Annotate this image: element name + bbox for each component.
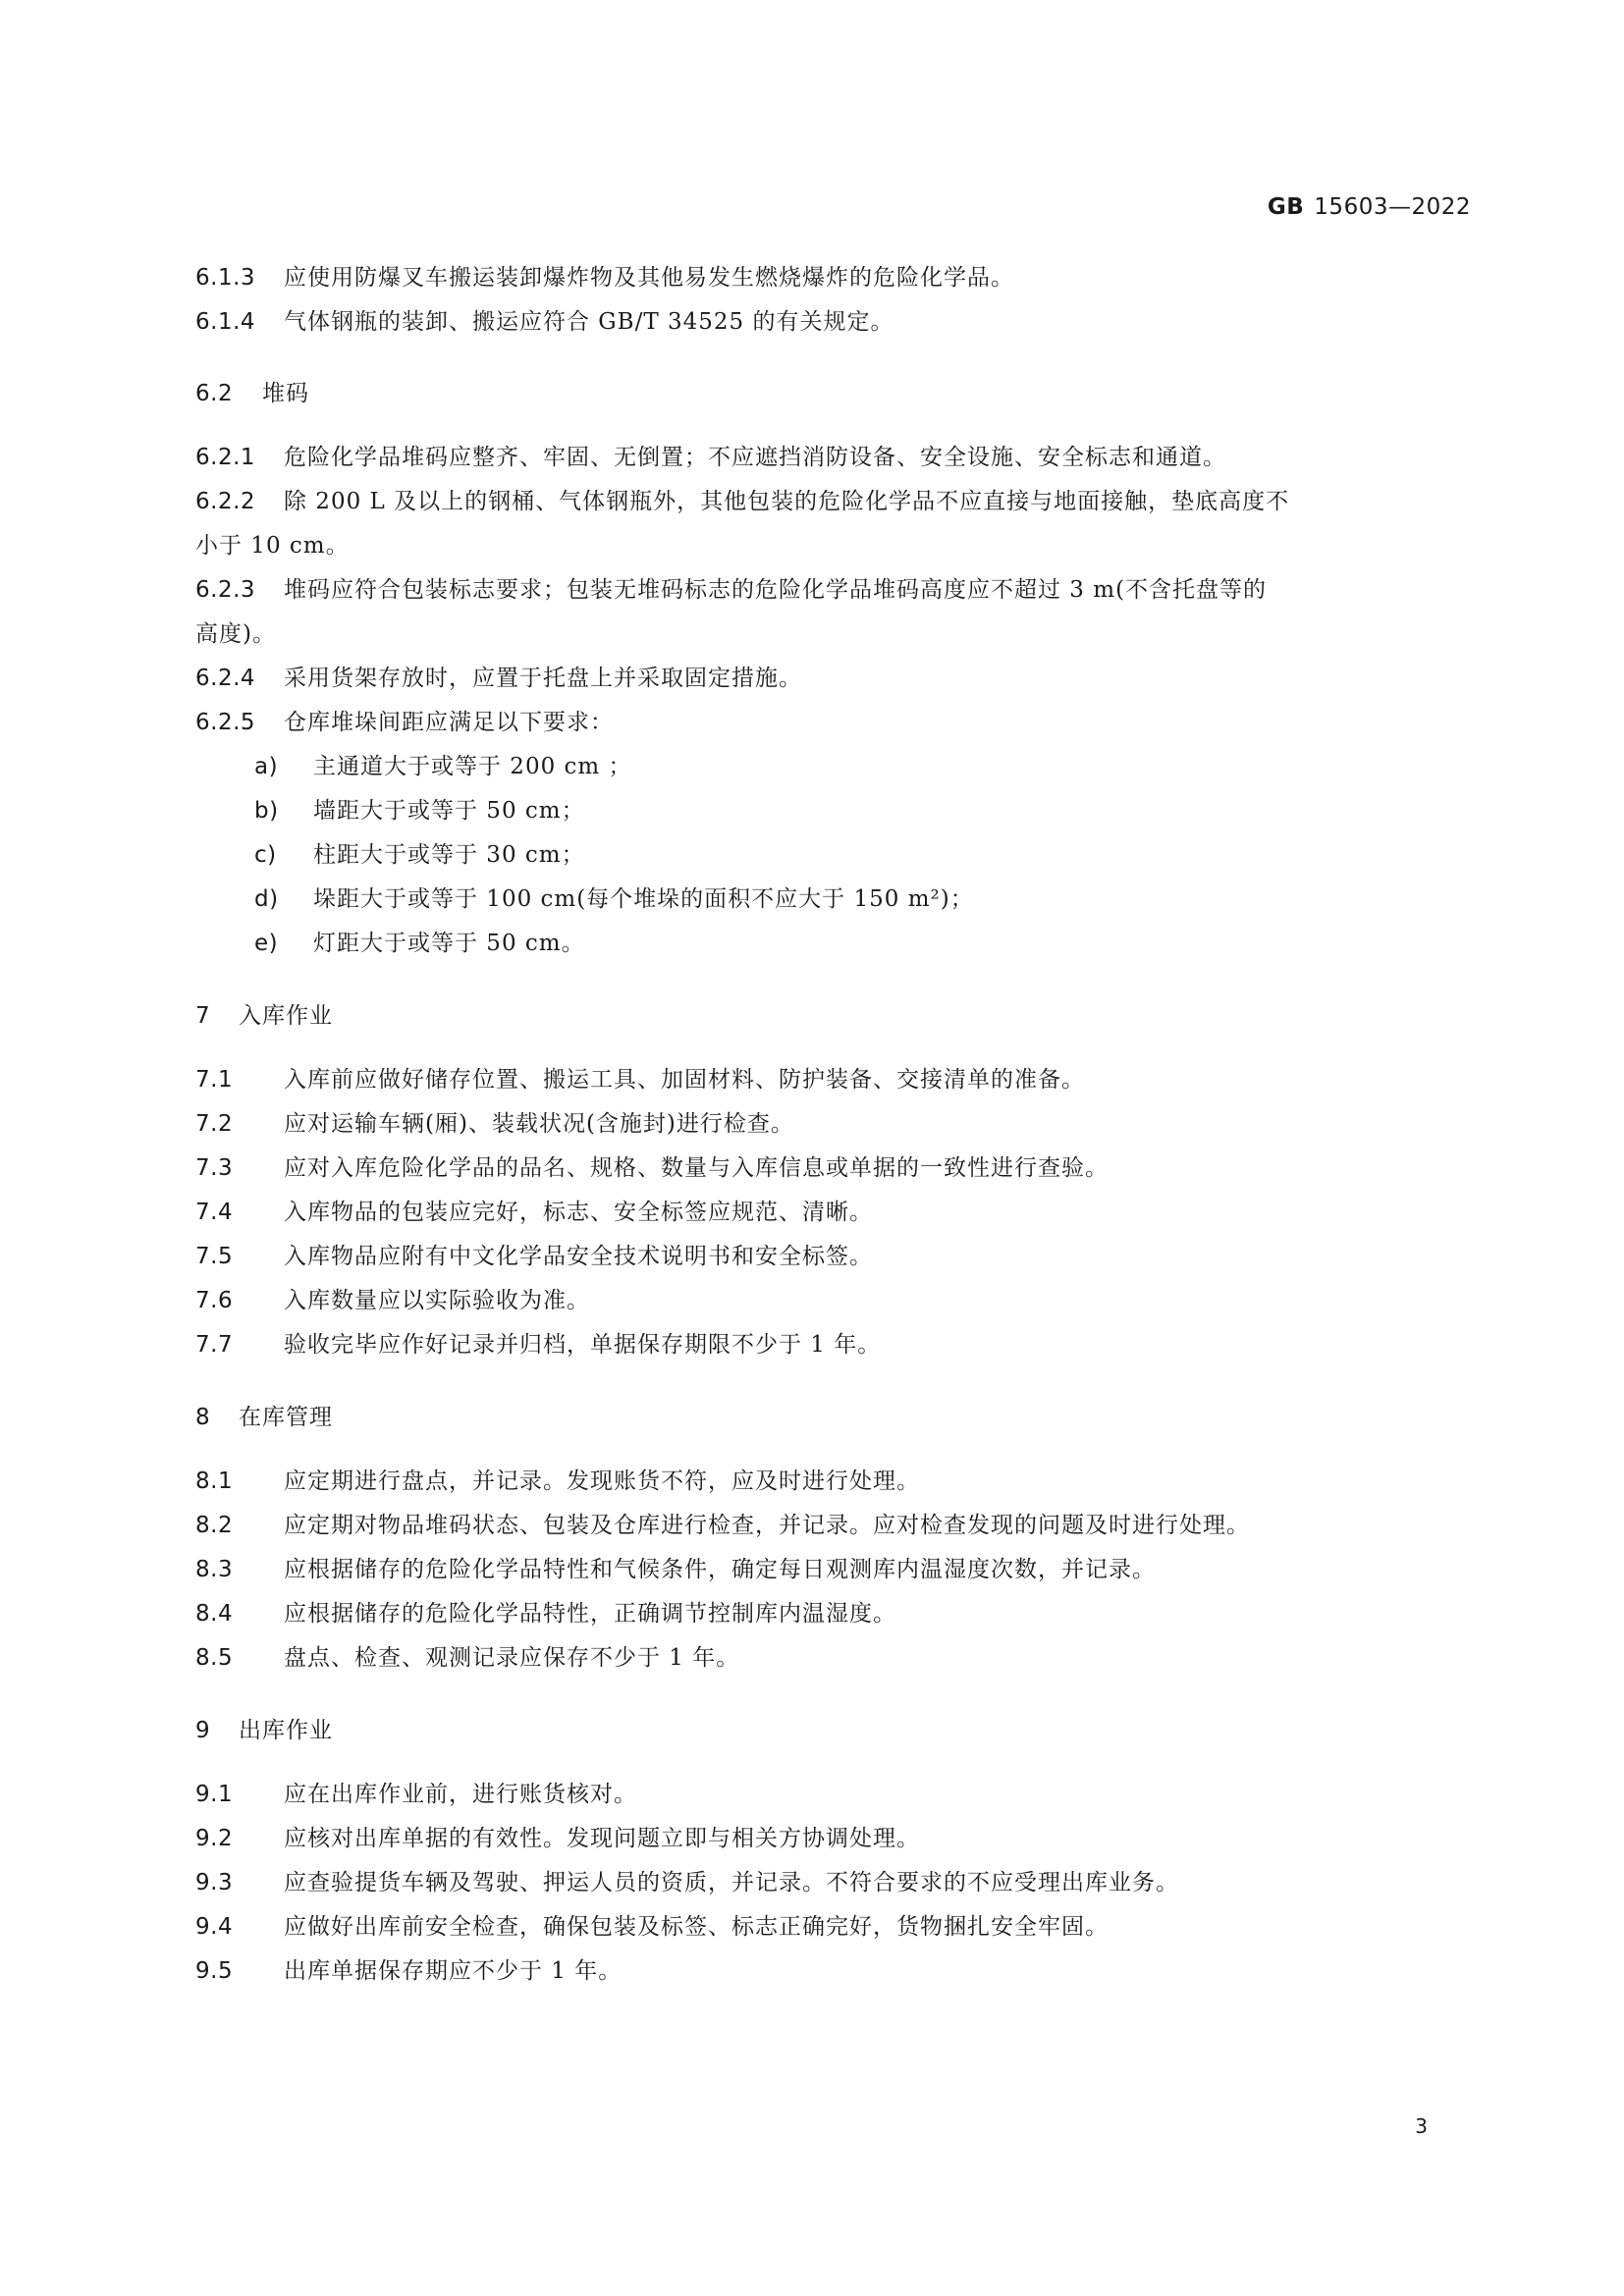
clause-6-1-4 <box>195 307 1472 337</box>
clause-number: 6.1.4 <box>195 309 256 335</box>
clause-number: 7.3 <box>195 1155 234 1181</box>
clause-text: 盘点、检查、观测记录应保存不少于 1 年。 <box>284 1645 740 1671</box>
list-item-e <box>254 929 1531 958</box>
clause-text: 入库前应做好储存位置、搬运工具、加固材料、防护装备、交接清单的准备。 <box>284 1067 1085 1093</box>
document-header <box>1268 194 1471 220</box>
clause-9-3 <box>195 1868 1472 1897</box>
list-marker: c) <box>254 842 277 868</box>
clause-number: 6.2.3 <box>195 577 256 603</box>
clause-text: 入库物品应附有中文化学品安全技术说明书和安全标签。 <box>284 1244 873 1269</box>
clause-9-1 <box>195 1780 1472 1809</box>
clause-8-4 <box>195 1599 1472 1629</box>
clause-text: 采用货架存放时，应置于托盘上并采取固定措施。 <box>284 666 802 691</box>
clause-number: 9.4 <box>195 1914 234 1940</box>
page-number: 3 <box>1415 2114 1428 2138</box>
standard-prefix: GB <box>1267 194 1305 220</box>
clause-number: 6.2.5 <box>195 710 256 735</box>
clause-number: 7.2 <box>195 1111 234 1137</box>
clause-number: 6.2.1 <box>195 445 256 470</box>
clause-number: 8.2 <box>195 1513 234 1538</box>
clause-text: 应根据储存的危险化学品特性和气候条件，确定每日观测库内温湿度次数，并记录。 <box>284 1557 1156 1582</box>
clause-7-6 <box>195 1286 1472 1315</box>
chapter-title: 入库作业 <box>239 1003 333 1029</box>
clause-text: 应核对出库单据的有效性。发现问题立即与相关方协调处理。 <box>284 1826 920 1851</box>
list-item-b <box>254 796 1531 826</box>
clause-text: 小于 10 cm。 <box>195 533 350 559</box>
clause-text: 出库单据保存期应不少于 1 年。 <box>284 1958 623 1984</box>
clause-text: 入库数量应以实际验收为准。 <box>284 1288 590 1313</box>
chapter-number: 7 <box>195 1003 211 1029</box>
clause-7-5 <box>195 1242 1472 1271</box>
clause-6-2-1 <box>195 443 1472 472</box>
clause-7-3 <box>195 1153 1472 1183</box>
chapter-heading-9 <box>195 1716 1472 1745</box>
clause-text: 堆码应符合包装标志要求；包装无堆码标志的危险化学品堆码高度应不超过 3 m(不含托盘等的 <box>284 577 1268 603</box>
clause-text: 验收完毕应作好记录并归档，单据保存期限不少于 1 年。 <box>284 1332 882 1358</box>
chapter-title: 在库管理 <box>239 1405 333 1430</box>
clause-8-2 <box>195 1511 1472 1540</box>
clause-9-4 <box>195 1912 1472 1942</box>
clause-text: 仓库堆垛间距应满足以下要求： <box>284 710 614 735</box>
clause-number: 8.1 <box>195 1468 234 1494</box>
clause-continuation <box>195 531 1472 561</box>
list-item-text: 灯距大于或等于 50 cm。 <box>313 931 585 956</box>
clause-number: 7.5 <box>195 1244 234 1269</box>
clause-number: 9.5 <box>195 1958 234 1984</box>
clause-number: 7.6 <box>195 1288 234 1313</box>
clause-text: 应根据储存的危险化学品特性，正确调节控制库内温湿度。 <box>284 1601 896 1627</box>
chapter-title: 出库作业 <box>239 1718 333 1743</box>
clause-number: 9.3 <box>195 1870 234 1896</box>
chapter-number: 8 <box>195 1405 211 1430</box>
list-item-text: 柱距大于或等于 30 cm； <box>313 842 585 868</box>
clause-7-1 <box>195 1065 1472 1095</box>
clause-text: 应对入库危险化学品的品名、规格、数量与入库信息或单据的一致性进行查验。 <box>284 1155 1109 1181</box>
clause-text: 应在出库作业前，进行账货核对。 <box>284 1782 637 1807</box>
list-marker: d) <box>254 886 279 912</box>
clause-text: 应对运输车辆(厢)、装载状况(含施封)进行检查。 <box>284 1111 794 1137</box>
clause-9-2 <box>195 1824 1472 1853</box>
section-title: 堆码 <box>262 381 309 406</box>
list-marker: a) <box>254 754 279 779</box>
clause-6-2-3 <box>195 575 1472 605</box>
clause-text: 应定期对物品堆码状态、包装及仓库进行检查，并记录。应对检查发现的问题及时进行处理。 <box>284 1513 1250 1538</box>
chapter-number: 9 <box>195 1718 211 1743</box>
clause-text: 应定期进行盘点，并记录。发现账货不符，应及时进行处理。 <box>284 1468 920 1494</box>
clause-continuation <box>195 619 1472 649</box>
list-marker: b) <box>254 798 279 824</box>
list-item-c <box>254 840 1531 870</box>
chapter-heading-7 <box>195 1001 1472 1031</box>
standard-code: 15603—2022 <box>1314 194 1471 220</box>
clause-number: 6.2.4 <box>195 666 256 691</box>
clause-text: 气体钢瓶的装卸、搬运应符合 GB/T 34525 的有关规定。 <box>284 309 894 335</box>
clause-number: 8.4 <box>195 1601 234 1627</box>
clause-6-2-4 <box>195 664 1472 693</box>
clause-7-2 <box>195 1109 1472 1139</box>
clause-7-4 <box>195 1198 1472 1227</box>
clause-number: 7.7 <box>195 1332 234 1358</box>
clause-number: 9.1 <box>195 1782 234 1807</box>
list-item-a <box>254 752 1531 781</box>
clause-text: 危险化学品堆码应整齐、牢固、无倒置；不应遮挡消防设备、安全设施、安全标志和通道。 <box>284 445 1226 470</box>
clause-text: 应查验提货车辆及驾驶、押运人员的资质，并记录。不符合要求的不应受理出库业务。 <box>284 1870 1179 1896</box>
clause-8-5 <box>195 1643 1472 1673</box>
clause-text: 高度)。 <box>195 621 276 647</box>
clause-6-2-2 <box>195 487 1472 516</box>
clause-number: 6.1.3 <box>195 265 256 291</box>
clause-7-7 <box>195 1330 1472 1360</box>
clause-text: 除 200 L 及以上的钢桶、气体钢瓶外，其他包装的危险化学品不应直接与地面接触，垫底高度不 <box>284 489 1290 514</box>
clause-number: 6.2.2 <box>195 489 256 514</box>
clause-text: 应做好出库前安全检查，确保包装及标签、标志正确完好，货物捆扎安全牢固。 <box>284 1914 1109 1940</box>
clause-number: 7.4 <box>195 1200 234 1225</box>
list-item-text: 垛距大于或等于 100 cm(每个堆垛的面积不应大于 150 m²)； <box>313 886 974 912</box>
clause-text: 应使用防爆叉车搬运装卸爆炸物及其他易发生燃烧爆炸的危险化学品。 <box>284 265 1014 291</box>
list-item-text: 墙距大于或等于 50 cm； <box>313 798 585 824</box>
list-item-d <box>254 884 1531 914</box>
chapter-heading-8 <box>195 1403 1472 1432</box>
section-heading-6-2 <box>195 379 1472 408</box>
clause-8-3 <box>195 1555 1472 1584</box>
clause-8-1 <box>195 1467 1472 1496</box>
list-marker: e) <box>254 931 279 956</box>
clause-number: 9.2 <box>195 1826 234 1851</box>
clause-number: 8.5 <box>195 1645 234 1671</box>
clause-number: 8.3 <box>195 1557 234 1582</box>
clause-6-2-5 <box>195 708 1472 737</box>
clause-6-1-3 <box>195 263 1472 293</box>
section-number: 6.2 <box>195 381 234 406</box>
list-item-text: 主通道大于或等于 200 cm ； <box>313 754 632 779</box>
clause-9-5 <box>195 1956 1472 1986</box>
clause-text: 入库物品的包装应完好，标志、安全标签应规范、清晰。 <box>284 1200 873 1225</box>
clause-number: 7.1 <box>195 1067 234 1093</box>
